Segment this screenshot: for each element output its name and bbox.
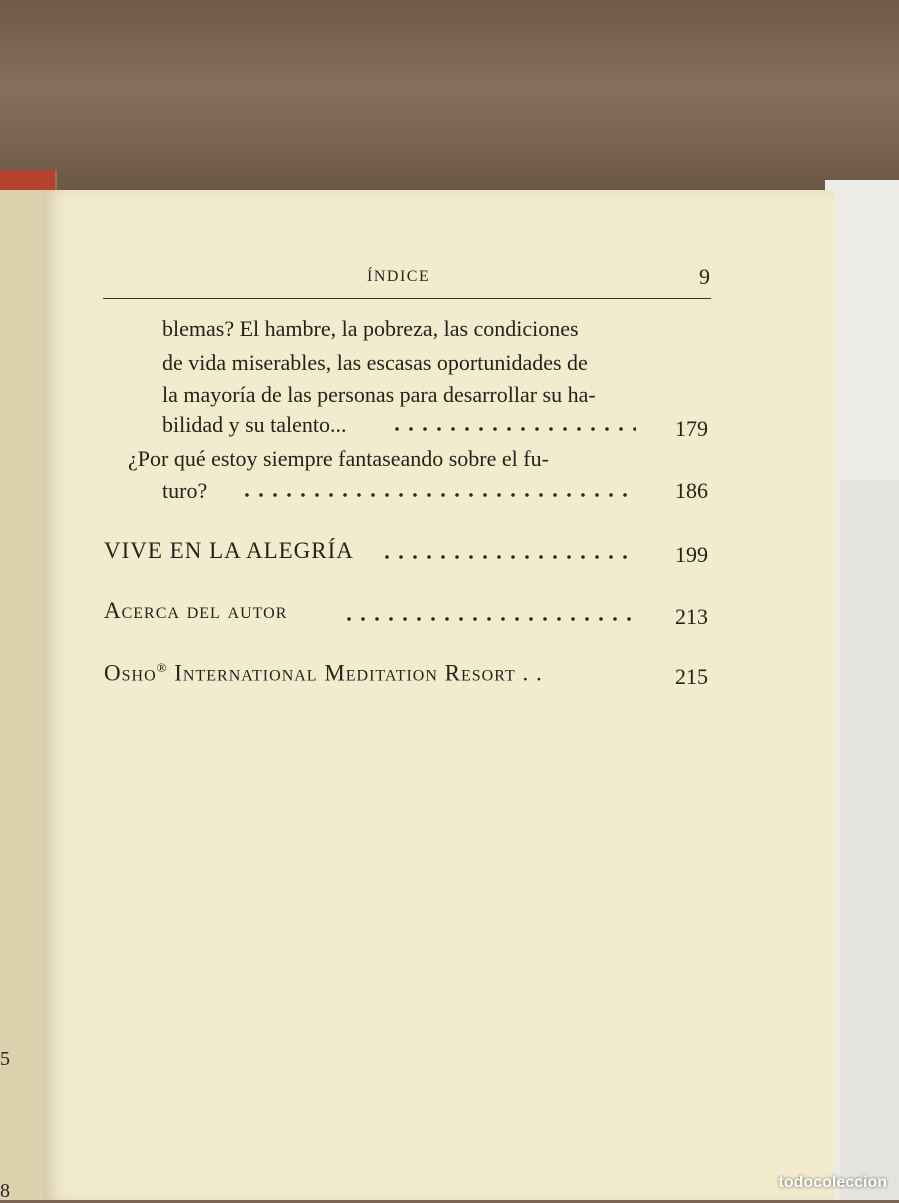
toc-section-title [104,660,543,687]
dot-leader [240,490,636,500]
toc-entry-line: la mayoría de las personas para desarrollar su ha- [162,382,596,407]
toc-section-title: VIVE EN LA ALEGRÍA [104,538,354,563]
toc-page-number: 186 [675,478,708,503]
toc-page-number: 213 [675,604,708,629]
dot-leader [380,552,636,562]
toc-entry-line: ¿Por qué estoy siempre fantaseando sobre el fu- [128,446,549,471]
toc-section-title: Acerca del autor [104,598,288,623]
dot-leader [390,424,636,434]
watermark: todocoleccion [778,1174,887,1191]
page-title: ÍNDICE [367,268,431,285]
toc-page-number: 215 [675,664,708,689]
toc-page-number: 199 [675,542,708,567]
registered-mark: ® [156,660,168,675]
dot-leader [342,614,636,624]
page-number: 9 [699,264,710,289]
toc-section-title-rest: International Meditation Resort . . [167,660,543,686]
toc-entry-line: turo? [162,478,208,503]
left-page-digit: 5 [0,1048,10,1070]
toc-entry-line: bilidad y su talento... [162,412,347,437]
toc-section-title-main: Osho [104,660,157,686]
toc-entry-line: blemas? El hambre, la pobreza, las condiciones [162,316,579,341]
left-page-digit: 8 [0,1180,10,1202]
toc-entry-line: de vida miserables, las escasas oportunidades de [162,350,588,375]
toc-page-number: 179 [675,416,708,441]
